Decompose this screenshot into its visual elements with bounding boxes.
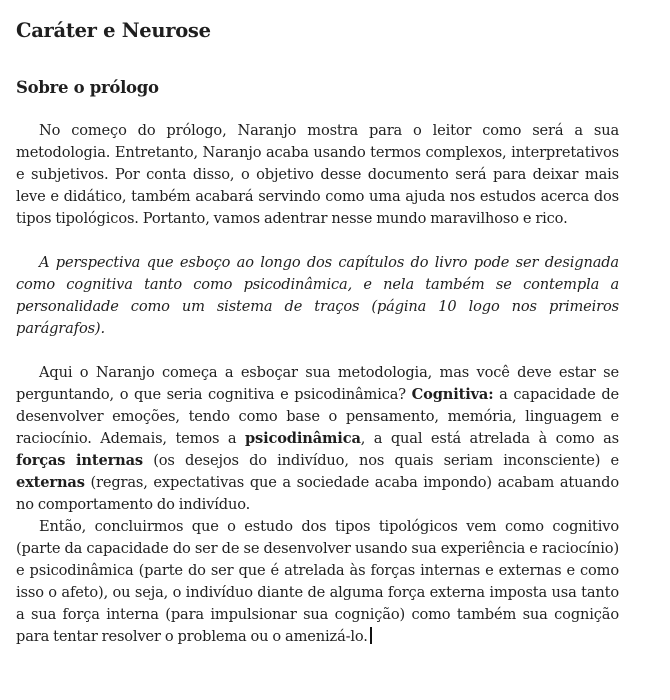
bold-term-psicodinamica: psicodinâmica [244,430,361,447]
text-run: a capacidade de desenvolver emoções, tendo como base o pensamento, memória, linguagem e raciocínio. Ademais, temos a [16,386,619,447]
text-run: , a qual está atrelada à como as [360,430,619,447]
paragraph-methodology [16,362,619,516]
document-page[interactable] [16,16,619,648]
text-cursor [370,627,372,644]
bold-term-externas: externas [16,474,85,491]
text-run: (os desejos do indivíduo, nos quais seriam inconsciente) e [143,452,619,469]
bold-term-cognitiva: Cognitiva: [411,386,494,403]
paragraph-conclusion [16,516,619,648]
paragraph-intro: No começo do prólogo, Naranjo mostra para o leitor como será a sua metodologia. Entretanto, Naranjo acaba usando termos complexos, interpretativos e subjetivos. Por conta disso, o objetivo desse documento será para deixar mais leve e didático, também acabará servindo como uma ajuda nos estudos acerca dos tipos tipológicos. Portanto, vamos adentrar nesse mundo maravilhoso e rico. [16,122,619,227]
document-title: Caráter e Neurose [16,19,211,42]
text-run: Aqui o Naranjo começa a esboçar sua metodologia, mas você deve estar se perguntando, o que seria cognitiva e psicodinâmica? [16,364,619,403]
section-heading: Sobre o prólogo [16,78,159,97]
paragraph-quote: A perspectiva que esboço ao longo dos capítulos do livro pode ser designada como cognitiva tanto como psicodinâmica, e nela também se contempla a personalidade como um sistema de traços (página 10 logo nos primeiros parágrafos). [16,254,619,337]
text-run: (regras, expectativas que a sociedade acaba impondo) acabam atuando no comportamento do indivíduo. [16,474,619,513]
bold-term-forcas-internas: forças internas [16,452,143,469]
text-run: Então, concluirmos que o estudo dos tipos tipológicos vem como cognitivo (parte da capacidade do ser de se desenvolver usando sua experiência e raciocínio) e psicodinâmica (parte do ser que é atrelada às forças internas e externas e como isso o afeto), ou seja, o indivíduo diante de alguma força externa imposta usa tanto a sua força interna (para impulsionar sua cognição) como também sua cognição para tentar resolver o problema ou o amenizá-lo. [16,518,619,645]
